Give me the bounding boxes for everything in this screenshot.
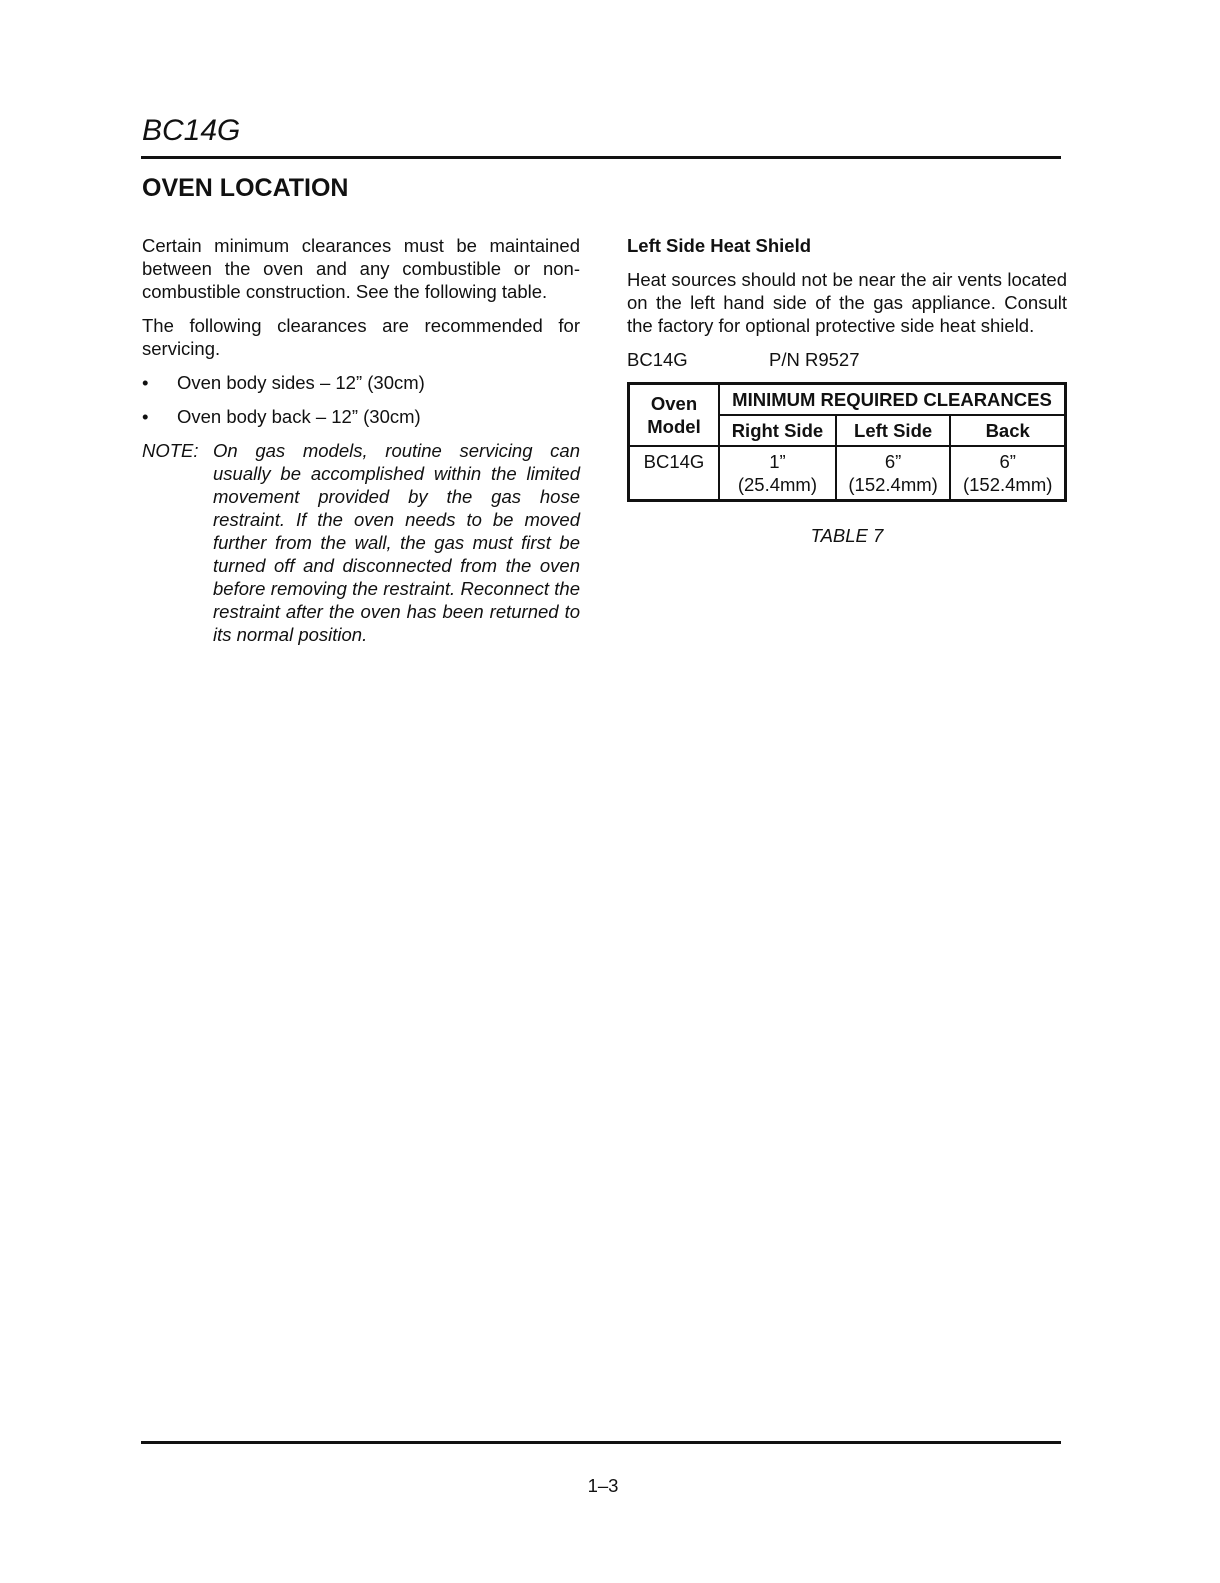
table-caption: TABLE 7 xyxy=(810,525,884,546)
table-cell-back xyxy=(950,446,1065,501)
back-mm: (152.4mm) xyxy=(962,474,1053,495)
left-side-mm: (152.4mm) xyxy=(848,474,938,495)
bullet-item xyxy=(142,405,580,428)
table-header-group: MINIMUM REQUIRED CLEARANCES xyxy=(719,384,1066,416)
right-side-mm: (25.4mm) xyxy=(737,474,817,495)
table-header-oven-model: Oven Model xyxy=(629,384,720,447)
table-cell-model: BC14G xyxy=(629,446,720,501)
part-number-line xyxy=(627,348,1067,371)
heat-shield-paragraph: Heat sources should not be near the air vents located on the left hand side of the gas appliance. Consult the factory for optional protective side heat shield. xyxy=(627,269,1067,336)
servicing-note xyxy=(142,439,580,646)
page-number: 1–3 xyxy=(587,1475,619,1496)
back-inches: 6” xyxy=(999,451,1016,472)
table-header-right-side: Right Side xyxy=(719,415,836,446)
servicing-paragraph: The following clearances are recommended for servicing. xyxy=(142,315,580,359)
clearances-table xyxy=(627,382,1067,502)
note-label: NOTE: xyxy=(142,440,199,461)
right-side-inches: 1” xyxy=(769,451,786,472)
clearance-intro-paragraph: Certain minimum clearances must be maintained between the oven and any combustible or non-combustible construction. See the following table. xyxy=(142,235,580,302)
part-number-value: P/N R9527 xyxy=(769,349,860,370)
document-model-title: BC14G xyxy=(142,114,241,147)
bullet-item xyxy=(142,371,580,394)
left-column xyxy=(142,234,580,646)
section-title: OVEN LOCATION xyxy=(142,174,349,202)
footer-rule xyxy=(141,1441,1061,1444)
bullet-text: Oven body back – 12” (30cm) xyxy=(177,406,421,427)
right-column xyxy=(627,234,1067,547)
table-header-back: Back xyxy=(950,415,1065,446)
bullet-icon: • xyxy=(142,406,149,427)
note-text: On gas models, routine servicing can usually be accomplished within the limited movement provided by the gas hose restraint. If the oven needs to be moved further from the wall, the gas must first be turned off and disconnected from the oven before removing the restraint. Reconnect the restraint after the oven has been returned to its normal position. xyxy=(213,440,580,645)
bullet-icon: • xyxy=(142,372,149,393)
table-header-left-side: Left Side xyxy=(836,415,951,446)
part-number-model: BC14G xyxy=(627,349,688,370)
header-rule xyxy=(141,156,1061,159)
table-row xyxy=(629,446,1066,501)
bullet-text: Oven body sides – 12” (30cm) xyxy=(177,372,425,393)
left-side-inches: 6” xyxy=(884,451,902,472)
table-cell-right-side xyxy=(719,446,836,501)
table-cell-left-side xyxy=(836,446,951,501)
heat-shield-heading: Left Side Heat Shield xyxy=(627,235,812,256)
